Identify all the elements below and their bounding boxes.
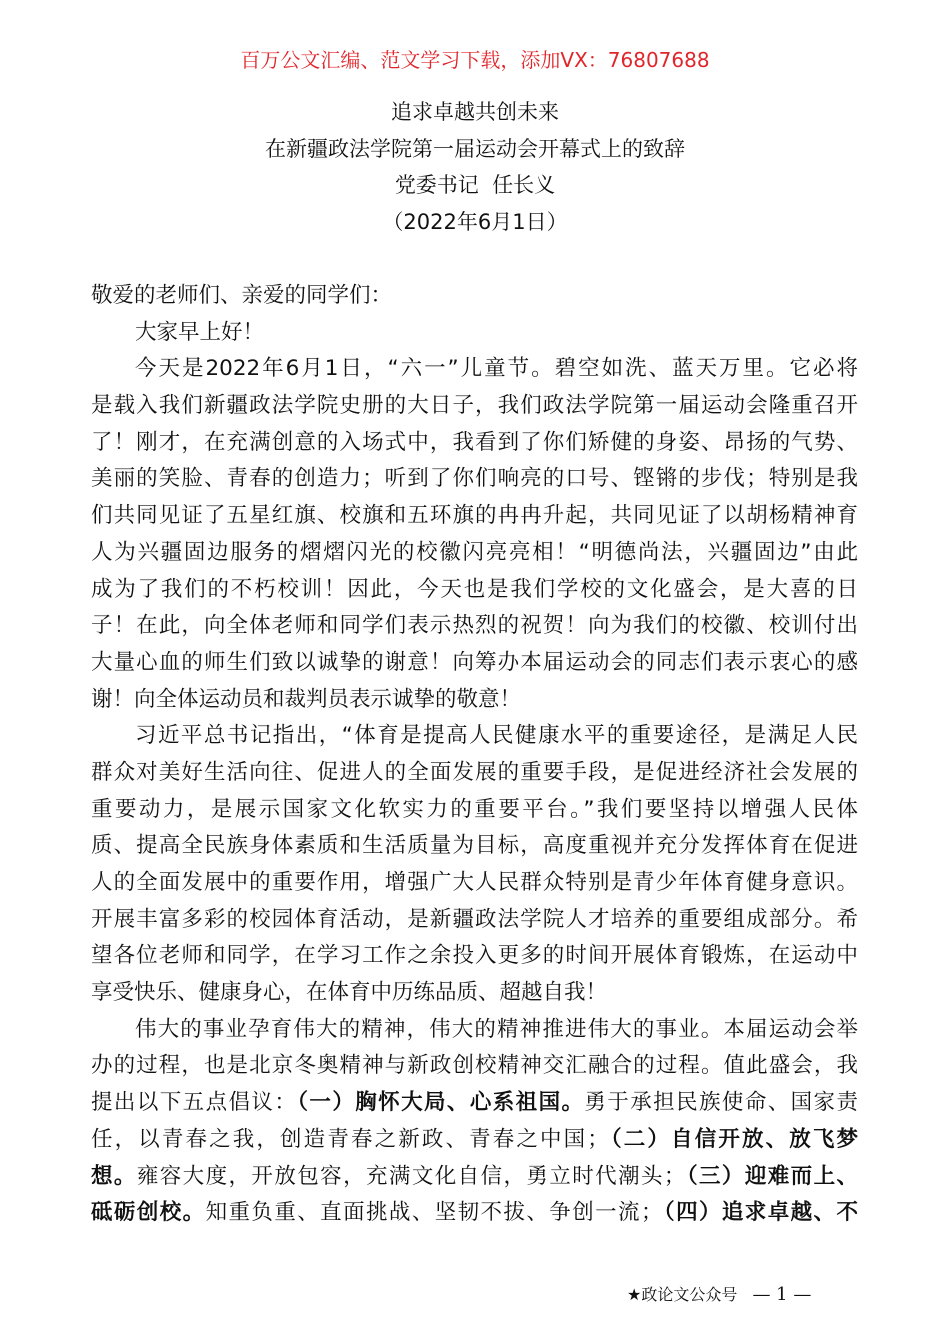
text-segment: 美丽的笑脸、青春的创造力；听到了你们响亮的口号、铿锵的步伐；特别是我 (91, 466, 858, 492)
text-segment: 人的全面发展中的重要作用，增强广大人民群众特别是青少年体育健身意识。 (91, 870, 858, 895)
text-segment: 敬爱的老师们、亲爱的同学们： (91, 283, 393, 308)
text-line (91, 355, 858, 392)
bold-text-segment: 想。 (91, 1163, 137, 1189)
text-line (91, 539, 858, 576)
document-date: （2022年6月1日） (382, 210, 568, 234)
footer-source: ★政论文公众号 (627, 1285, 738, 1304)
text-segment: 大家早上好！ (135, 319, 265, 345)
text-segment: 了！刚才，在充满创意的入场式中，我看到了你们矫健的身姿、昂扬的气势、 (91, 429, 858, 455)
text-line (91, 319, 858, 356)
text-line (91, 429, 858, 466)
text-line (91, 942, 858, 979)
text-segment: 质、提高全民族身体素质和生活质量为目标，高度重视并充分发挥体育在促进 (91, 833, 858, 859)
document-title: 追求卓越共创未来 (391, 100, 559, 124)
text-segment: 今天是2022年6月1日，“六一”儿童节。碧空如洗、蓝天万里。它必将 (135, 356, 858, 382)
text-line (91, 1126, 858, 1163)
text-line (91, 906, 858, 943)
text-segment: 开展丰富多彩的校园体育活动，是新疆政法学院人才培养的重要组成部分。希 (91, 906, 858, 932)
page-footer (627, 1284, 811, 1306)
document-subtitle: 在新疆政法学院第一届运动会开幕式上的致辞 (265, 137, 685, 161)
bold-text-segment: （三）迎难而上、 (685, 1163, 858, 1189)
text-line (91, 832, 858, 869)
text-line (91, 649, 858, 686)
text-segment: 雍容大度，开放包容，充满文化自信，勇立时代潮头； (136, 1163, 686, 1189)
text-segment: 人为兴疆固边服务的熠熠闪光的校徽闪亮亮相！“明德尚法，兴疆固边”由此 (91, 539, 858, 565)
text-segment: 子！在此，向全体老师和同学们表示热烈的祝贺！向为我们的校徽、校训付出 (91, 613, 858, 639)
text-segment: 是载入我们新疆政法学院史册的大日子，我们政法学院第一届运动会隆重召开 (91, 393, 858, 419)
text-line (91, 612, 858, 649)
text-line (91, 686, 858, 723)
text-segment: 勇于承担民族使命、国家责 (584, 1090, 858, 1116)
text-segment: 任，以青春之我，创造青春之新政、青春之中国； (91, 1126, 609, 1152)
text-line (91, 1199, 858, 1236)
bold-text-segment: （四）追求卓越、不 (662, 1200, 858, 1226)
text-segment: 享受快乐、健康身心，在体育中历练品质、超越自我！ (91, 980, 608, 1006)
text-segment: 重要动力，是展示国家文化软实力的重要平台。”我们要坚持以增强人民体 (91, 796, 858, 822)
text-line (91, 502, 858, 539)
text-segment: 成为了我们的不朽校训！因此，今天也是我们学校的文化盛会，是大喜的日 (91, 576, 858, 602)
text-line (91, 1089, 858, 1126)
document-body (91, 282, 858, 1236)
bold-text-segment: （一）胸怀大局、心系祖国。 (297, 1090, 585, 1116)
text-line (91, 759, 858, 796)
text-line (91, 979, 858, 1016)
page-number: — 1 — (752, 1284, 812, 1305)
bold-text-segment: （二）自信开放、放飞梦 (608, 1126, 858, 1152)
text-segment: 知重负重、直面挑战、坚韧不拔、争创一流； (205, 1200, 663, 1226)
text-line (91, 576, 858, 613)
text-line (91, 796, 858, 833)
text-line (91, 869, 858, 906)
text-segment: 们共同见证了五星红旗、校旗和五环旗的冉冉升起，共同见证了以胡杨精神育 (91, 503, 858, 529)
text-line (91, 392, 858, 429)
text-segment: 望各位老师和同学，在学习工作之余投入更多的时间开展体育锻炼，在运动中 (91, 943, 858, 969)
text-line (91, 282, 858, 319)
text-segment: 大量心血的师生们致以诚挚的谢意！向筹办本届运动会的同志们表示衷心的感 (91, 649, 858, 675)
text-line (91, 722, 858, 759)
text-segment: 伟大的事业孕育伟大的精神，伟大的精神推进伟大的事业。本届运动会举 (135, 1016, 858, 1042)
bold-text-segment: 砥砺创校。 (91, 1200, 206, 1226)
text-line (91, 1016, 858, 1053)
text-segment: 群众对美好生活向往、促进人的全面发展的重要手段，是促进经济社会发展的 (91, 759, 858, 785)
text-segment: 办的过程，也是北京冬奥精神与新政创校精神交汇融合的过程。值此盛会，我 (91, 1053, 858, 1079)
text-segment: 谢！向全体运动员和裁判员表示诚挚的敬意！ (91, 686, 522, 712)
text-segment: 提出以下五点倡议： (91, 1090, 298, 1116)
document-author: 党委书记 任长义 (394, 173, 556, 197)
text-line (91, 1052, 858, 1089)
text-line (91, 1163, 858, 1200)
text-line (91, 465, 858, 502)
text-segment: 习近平总书记指出，“体育是提高人民健康水平的重要途径，是满足人民 (135, 723, 858, 749)
header-banner: 百万公文汇编、范文学习下载，添加VX：76807688 (240, 48, 710, 72)
